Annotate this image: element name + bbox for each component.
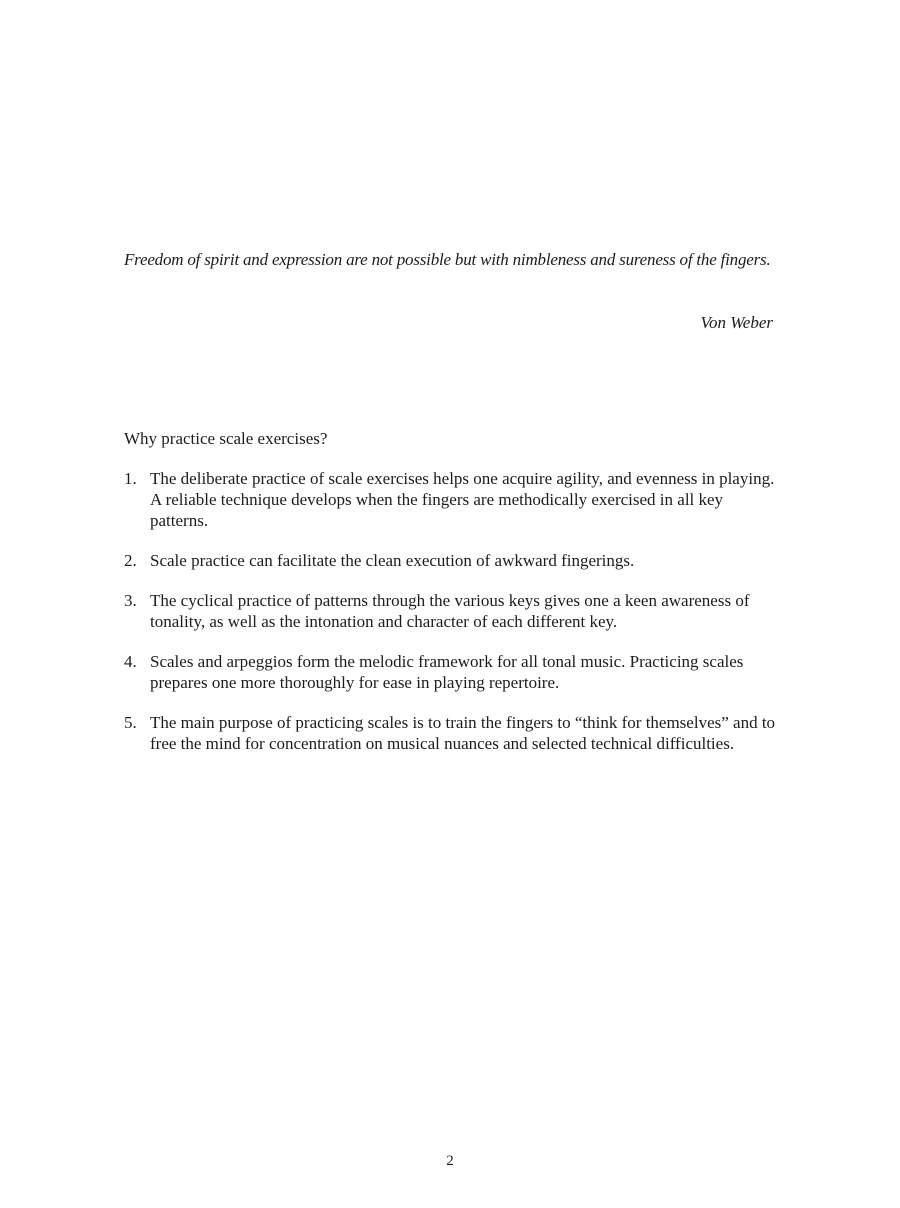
list-item-text: The cyclical practice of patterns through the various keys gives one a keen awareness of tonality, as well as the intonation and character of each different key. bbox=[150, 591, 750, 631]
list-item-number: 4. bbox=[124, 652, 137, 671]
list-item bbox=[124, 468, 784, 531]
section-heading: Why practice scale exercises? bbox=[124, 429, 328, 448]
list-item-text: The main purpose of practicing scales is to train the fingers to “think for themselves” and to free the mind for concentration on musical nuances and selected technical difficulties. bbox=[150, 713, 776, 753]
list-item bbox=[124, 712, 784, 754]
page-number: 2 bbox=[446, 1153, 454, 1169]
list-item-number: 3. bbox=[124, 591, 137, 610]
list-item-text: Scale practice can facilitate the clean execution of awkward fingerings. bbox=[150, 551, 635, 570]
reasons-list bbox=[124, 468, 784, 773]
list-item bbox=[124, 590, 784, 632]
list-item-text: The deliberate practice of scale exercises helps one acquire agility, and evenness in playing. A reliable technique develops when the fingers are methodically exercised in all key patterns. bbox=[150, 469, 775, 530]
list-item-number: 2. bbox=[124, 551, 137, 570]
list-item bbox=[124, 550, 784, 571]
list-item-number: 5. bbox=[124, 713, 137, 732]
list-item-text: Scales and arpeggios form the melodic framework for all tonal music. Practicing scales prepares one more thoroughly for ease in playing repertoire. bbox=[150, 652, 744, 692]
list-item-number: 1. bbox=[124, 469, 137, 488]
epigraph-attribution: Von Weber bbox=[700, 313, 773, 332]
list-item bbox=[124, 651, 784, 693]
epigraph-quote: Freedom of spirit and expression are not possible but with nimbleness and sureness of the fingers. bbox=[124, 250, 771, 269]
